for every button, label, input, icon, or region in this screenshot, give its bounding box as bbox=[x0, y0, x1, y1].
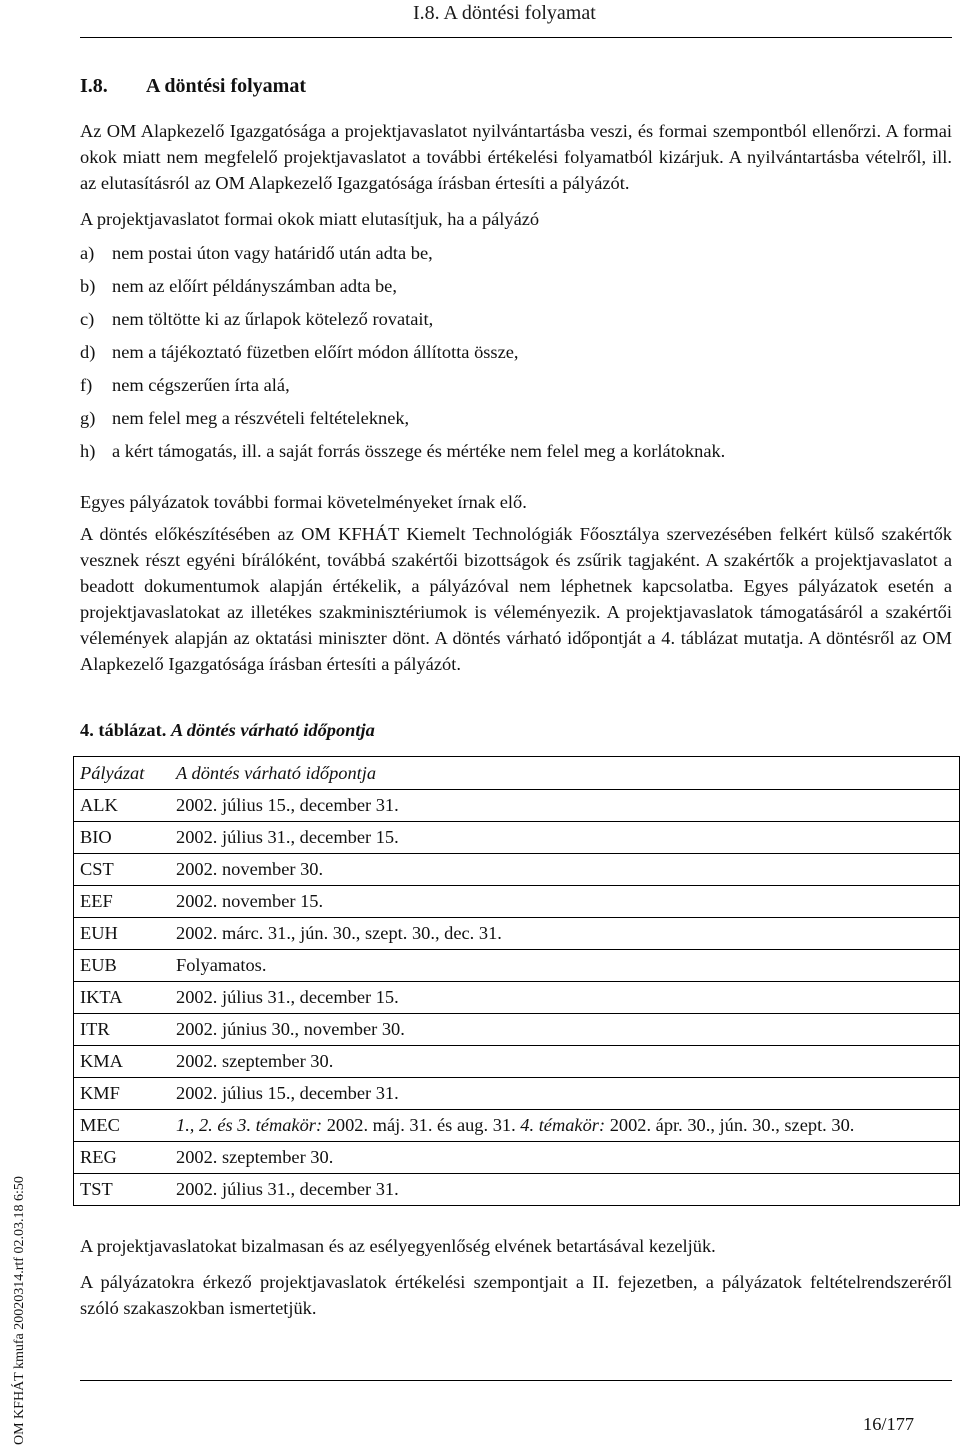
table-row: KMA 2002. szeptember 30. bbox=[74, 1046, 960, 1078]
table-row-mec: MEC 1., 2. és 3. témakör: 2002. máj. 31. és aug. 31. 4. témakör: 2002. ápr. 30., jún. 30., szept. 30. bbox=[74, 1110, 960, 1142]
mec-topic1-dates: 2002. máj. 31. és aug. 31. bbox=[326, 1115, 516, 1135]
list-item: d) nem a tájékoztató füzetben előírt módon állította össze, bbox=[80, 342, 519, 362]
table-row: ALK 2002. július 15., december 31. bbox=[74, 790, 960, 822]
table-row: EEF 2002. november 15. bbox=[74, 886, 960, 918]
list-item: h) a kért támogatás, ill. a saját forrás összege és mértéke nem felel meg a korlátoknak. bbox=[80, 441, 726, 461]
extra-requirements: Egyes pályázatok további formai követelményeket írnak elő. bbox=[80, 492, 527, 512]
list-item: b) nem az előírt példányszámban adta be, bbox=[80, 276, 397, 296]
list-item: c) nem töltötte ki az űrlapok kötelező rovatait, bbox=[80, 309, 434, 329]
footer-rule bbox=[80, 1380, 952, 1381]
file-stamp: OM KFHÁT kmufa 20020314.rtf 02.03.18 6:50 bbox=[12, 1176, 27, 1445]
criteria-paragraph: A pályázatokra érkező projektjavaslatok értékelési szempontjait a II. fejezetben, a pályázatok feltételrendszeréről szóló szakaszokban ismertetjük. bbox=[80, 1272, 952, 1318]
page-number: 16/177 bbox=[863, 1414, 915, 1434]
rejection-intro: A projektjavaslatot formai okok miatt elutasítjuk, ha a pályázó bbox=[80, 209, 540, 229]
rejection-list bbox=[80, 237, 952, 468]
table-row: CST 2002. november 30. bbox=[74, 854, 960, 886]
header-program: Pályázat bbox=[74, 757, 171, 790]
table-caption-title: A döntés várható időpontja bbox=[170, 720, 375, 740]
table-header-row bbox=[74, 757, 960, 790]
table-row: KMF 2002. július 15., december 31. bbox=[74, 1078, 960, 1110]
decision-schedule-table bbox=[73, 756, 960, 1206]
list-item: g) nem felel meg a részvételi feltételeknek, bbox=[80, 408, 410, 428]
section-title: A döntési folyamat bbox=[146, 75, 306, 97]
list-item: a) nem postai úton vagy határidő után adta be, bbox=[80, 243, 433, 263]
mec-topic1-label: 1., 2. és 3. témakör: bbox=[176, 1115, 323, 1135]
confidentiality-paragraph: A projektjavaslatokat bizalmasan és az esélyegyenlőség elvének betartásával kezeljük. bbox=[80, 1236, 716, 1256]
table-row: ITR 2002. június 30., november 30. bbox=[74, 1014, 960, 1046]
table-row: BIO 2002. július 31., december 15. bbox=[74, 822, 960, 854]
table-row: EUH 2002. márc. 31., jún. 30., szept. 30., dec. 31. bbox=[74, 918, 960, 950]
running-header: I.8. A döntési folyamat bbox=[413, 2, 596, 24]
table-caption bbox=[80, 717, 375, 743]
table-row: TST 2002. július 31., december 31. bbox=[74, 1174, 960, 1206]
list-item: f) nem cégszerűen írta alá, bbox=[80, 375, 290, 395]
section-heading bbox=[80, 74, 306, 98]
table-caption-number: 4. táblázat. bbox=[80, 720, 167, 740]
table-row: REG 2002. szeptember 30. bbox=[74, 1142, 960, 1174]
mec-topic2-label: 4. témakör: bbox=[520, 1115, 606, 1135]
header-rule bbox=[80, 37, 952, 38]
header-date: A döntés várható időpontja bbox=[170, 757, 960, 790]
table-row: EUB Folyamatos. bbox=[74, 950, 960, 982]
section-number: I.8. bbox=[80, 75, 108, 97]
table-row: IKTA 2002. július 31., december 15. bbox=[74, 982, 960, 1014]
decision-paragraph: A döntés előkészítésében az OM KFHÁT Kiemelt Technológiák Főosztálya szervezésében felkért külső szakértők vesznek részt egyéni bírálóként, továbbá szakértői bizottságok és zsűrik tagjaként. A szakértők a projektjavaslatot a beadott dokumentumok alapján értékelik, a pályázóval nem léphetnek kapcsolatba. Egyes pályázatok esetén a projektjavaslatokat az illetékes szakminisztériumok is véleményezik. A projektjavaslatok támogatásáról a szakértői vélemények alapján az oktatási miniszter dönt. A döntés várható időpontját a 4. táblázat mutatja. A döntésről az OM Alapkezelő Igazgatósága írásban értesíti a pályázót. bbox=[80, 524, 952, 674]
intro-paragraph: Az OM Alapkezelő Igazgatósága a projektjavaslatot nyilvántartásba veszi, és formai szempontból ellenőrzi. A formai okok miatt nem megfelelő projektjavaslatot a további értékelési folyamatból kizárjuk. A nyilvántartásba vételről, ill. az elutasításról az OM Alapkezelő Igazgatósága írásban értesíti a pályázót. bbox=[80, 121, 952, 193]
mec-topic2-dates: 2002. ápr. 30., jún. 30., szept. 30. bbox=[609, 1115, 855, 1135]
